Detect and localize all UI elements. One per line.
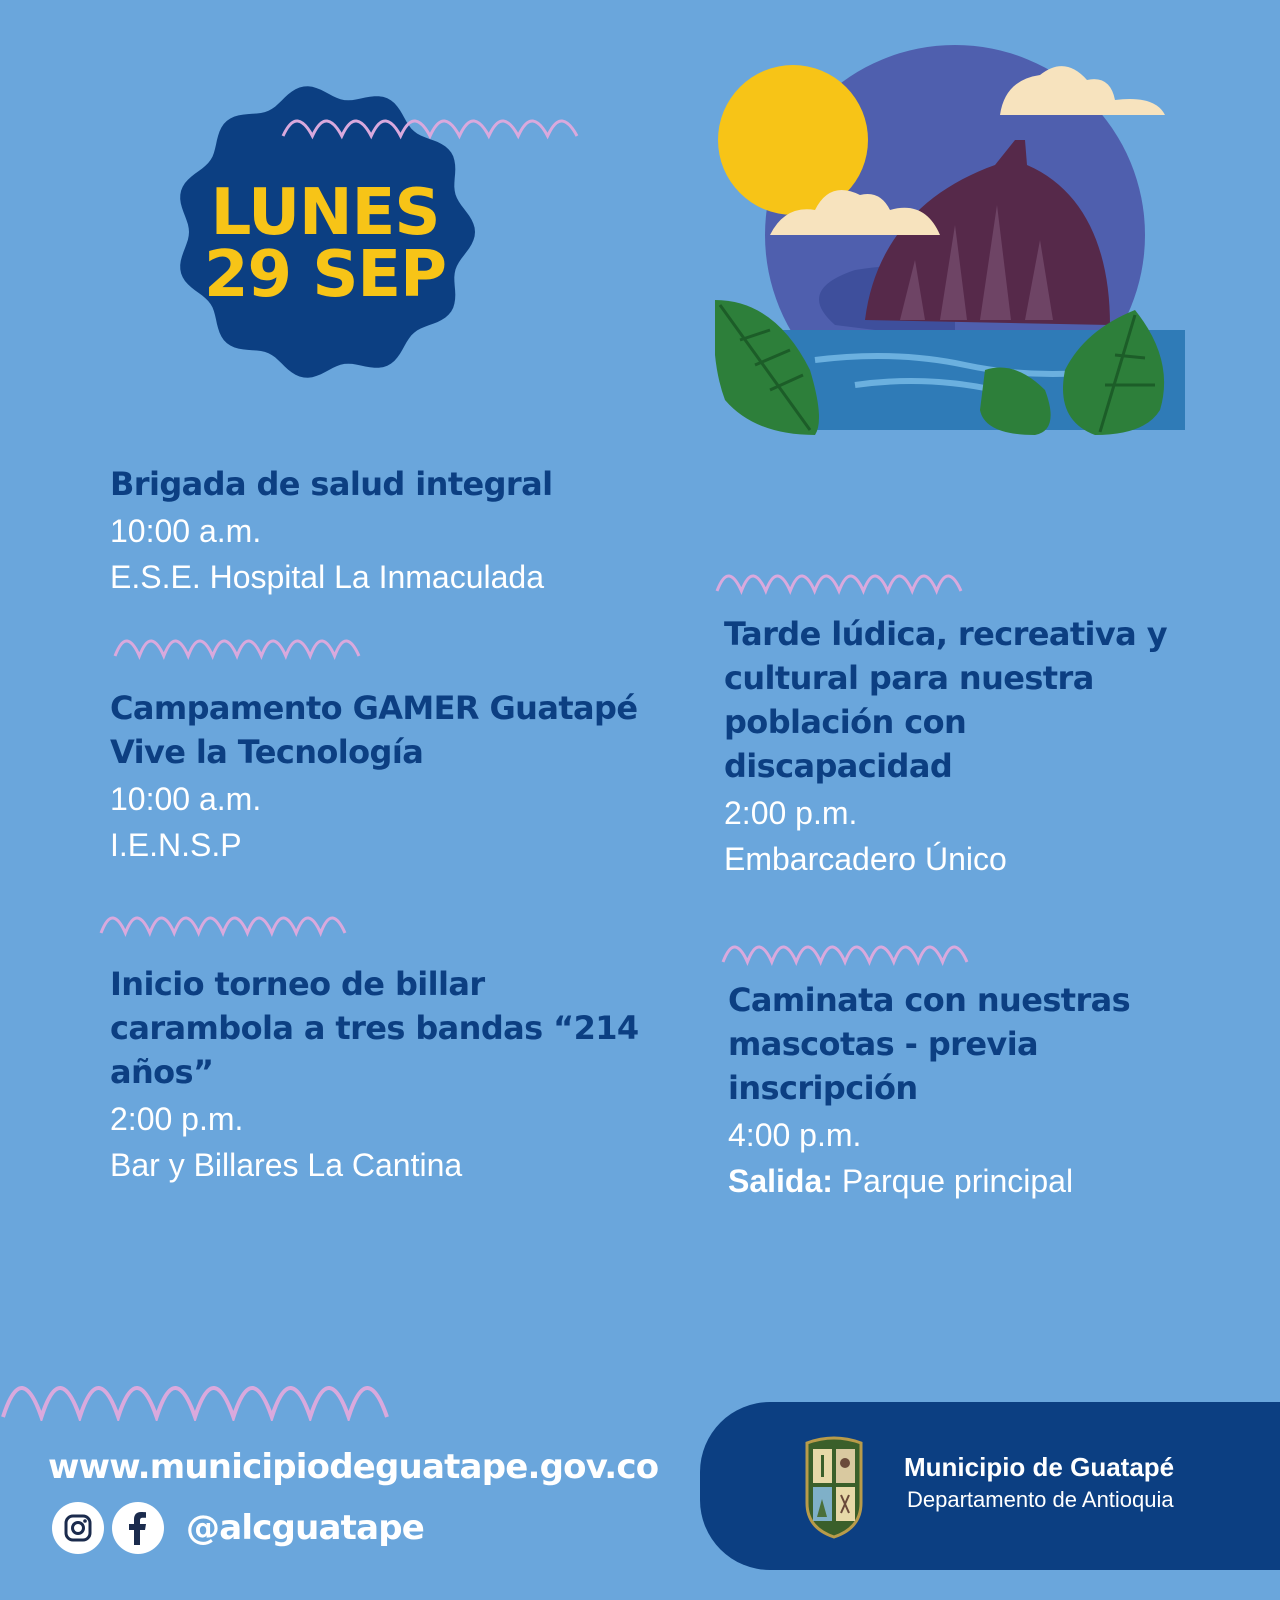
decorative-wave (98, 915, 348, 937)
website-link[interactable]: www.municipiodeguatape.gov.co (48, 1447, 659, 1487)
municipality-banner (700, 1402, 1280, 1570)
instagram-icon[interactable] (52, 1502, 104, 1554)
event-place: I.E.N.S.P (110, 827, 242, 863)
event-place-value: Parque principal (841, 1163, 1074, 1199)
event-item (110, 686, 670, 866)
event-time: 4:00 p.m. (728, 1117, 862, 1153)
social-row (52, 1502, 424, 1554)
event-place: Bar y Billares La Cantina (110, 1147, 463, 1183)
social-handle[interactable]: @alcguatape (186, 1508, 425, 1548)
event-place-label: Salida: (728, 1163, 833, 1199)
badge-day: LUNES (210, 176, 440, 250)
event-title: Brigada de salud integral (110, 465, 553, 503)
guatape-landscape-illustration (715, 40, 1195, 450)
event-place: E.S.E. Hospital La Inmaculada (110, 559, 545, 595)
decorative-wave (280, 118, 580, 140)
event-time: 10:00 a.m. (110, 781, 262, 817)
event-title: Caminata con nuestras mascotas - previa inscripción (728, 981, 1131, 1107)
decorative-wave (720, 944, 970, 966)
event-item (728, 978, 1168, 1202)
event-place (728, 1160, 1168, 1202)
event-place: Embarcadero Único (724, 841, 1007, 877)
badge-date-text (155, 176, 495, 312)
coat-of-arms-icon (803, 1433, 865, 1539)
event-title: Campamento GAMER Guatapé Vive la Tecnología (110, 689, 638, 771)
event-title: Inicio torneo de billar carambola a tres bandas “214 años” (110, 965, 639, 1091)
event-time: 2:00 p.m. (724, 795, 858, 831)
decorative-wave (714, 573, 964, 595)
event-item (110, 462, 670, 598)
badge-date: 29 SEP (203, 238, 447, 312)
event-item (110, 962, 670, 1186)
decorative-wave (0, 1385, 390, 1421)
event-title: Tarde lúdica, recreativa y cultural para nuestra población con discapacidad (724, 615, 1167, 785)
decorative-wave (112, 638, 362, 660)
facebook-icon[interactable] (112, 1502, 164, 1554)
municipality-department: Departamento de Antioquia (907, 1487, 1174, 1512)
event-time: 2:00 p.m. (110, 1101, 244, 1137)
municipality-name: Municipio de Guatapé (904, 1452, 1175, 1482)
event-time: 10:00 a.m. (110, 513, 262, 549)
event-item (724, 612, 1174, 880)
